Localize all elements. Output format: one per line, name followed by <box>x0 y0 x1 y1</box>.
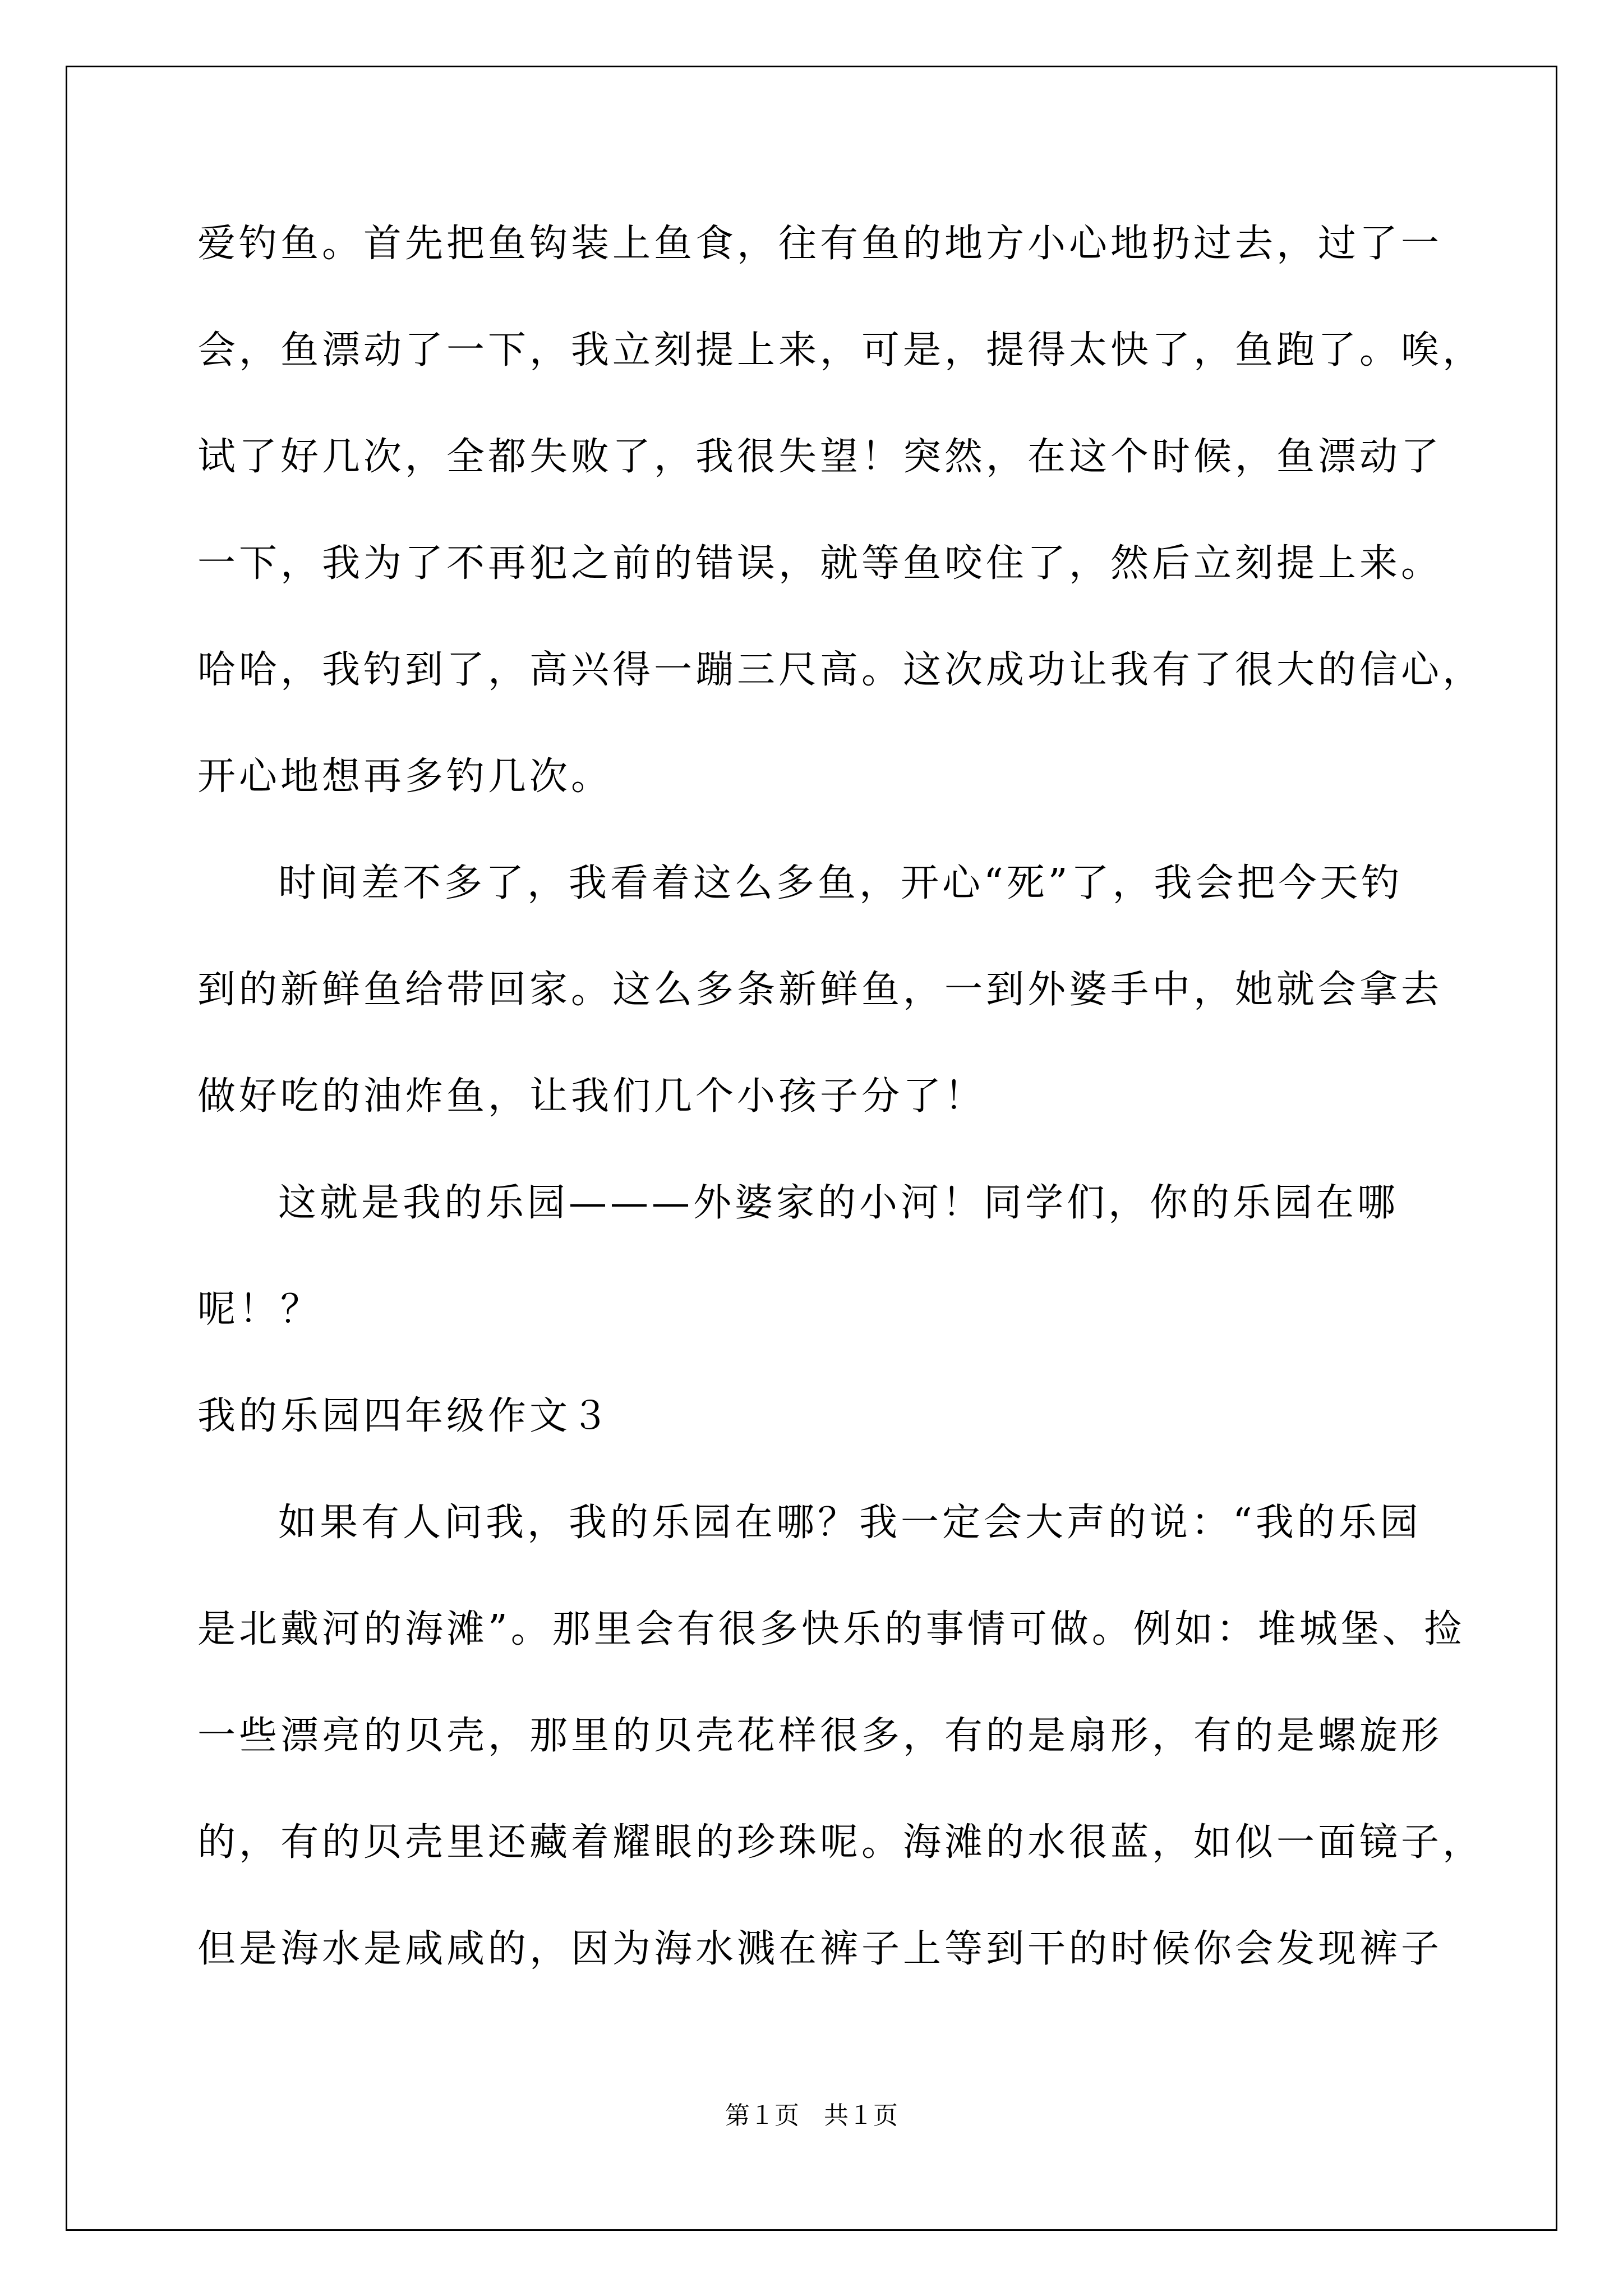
page-number-footer: 第１页 共１页 <box>725 2101 898 2130</box>
text-line: 一下，我为了不再犯之前的错误，就等鱼咬住了，然后立刻提上来。 <box>197 541 1443 586</box>
paragraph-start-line: 时间差不多了，我看着这么多鱼，开心“死”了，我会把今天钓 <box>278 861 1403 905</box>
text-line: 是北戴河的海滩”。那里会有很多快乐的事情可做。例如：堆城堡、捡 <box>197 1607 1465 1651</box>
paragraph-start-line: 如果有人问我，我的乐园在哪？我一定会大声的说：“我的乐园 <box>278 1501 1422 1545</box>
text-line: 一些漂亮的贝壳，那里的贝壳花样很多，有的是扇形，有的是螺旋形 <box>197 1714 1443 1758</box>
document-body <box>197 191 1484 2003</box>
text-line: 到的新鲜鱼给带回家。这么多条新鲜鱼，一到外婆手中，她就会拿去 <box>197 968 1443 1012</box>
text-line: 开心地想再多钓几次。 <box>197 754 613 799</box>
paragraph-start-line: 这就是我的乐园———外婆家的小河！同学们，你的乐园在哪 <box>278 1181 1399 1225</box>
text-line: 的，有的贝壳里还藏着耀眼的珍珠呢。海滩的水很蓝，如似一面镜子， <box>197 1820 1484 1865</box>
text-line: 做好吃的油炸鱼，让我们几个小孩子分了！ <box>197 1074 986 1119</box>
text-line: 但是海水是咸咸的，因为海水溅在裤子上等到干的时候你会发现裤子 <box>197 1927 1443 1971</box>
section-heading: 我的乐园四年级作文３ <box>197 1394 613 1438</box>
text-line: 会，鱼漂动了一下，我立刻提上来，可是，提得太快了，鱼跑了。唉， <box>197 328 1484 372</box>
text-line: 哈哈，我钓到了，高兴得一蹦三尺高。这次成功让我有了很大的信心， <box>197 648 1484 692</box>
text-line: 呢！？ <box>197 1287 322 1332</box>
text-line: 试了好几次，全都失败了，我很失望！突然，在这个时候，鱼漂动了 <box>197 435 1443 479</box>
text-line: 爱钓鱼。首先把鱼钩装上鱼食，往有鱼的地方小心地扔过去，过了一 <box>197 222 1443 266</box>
